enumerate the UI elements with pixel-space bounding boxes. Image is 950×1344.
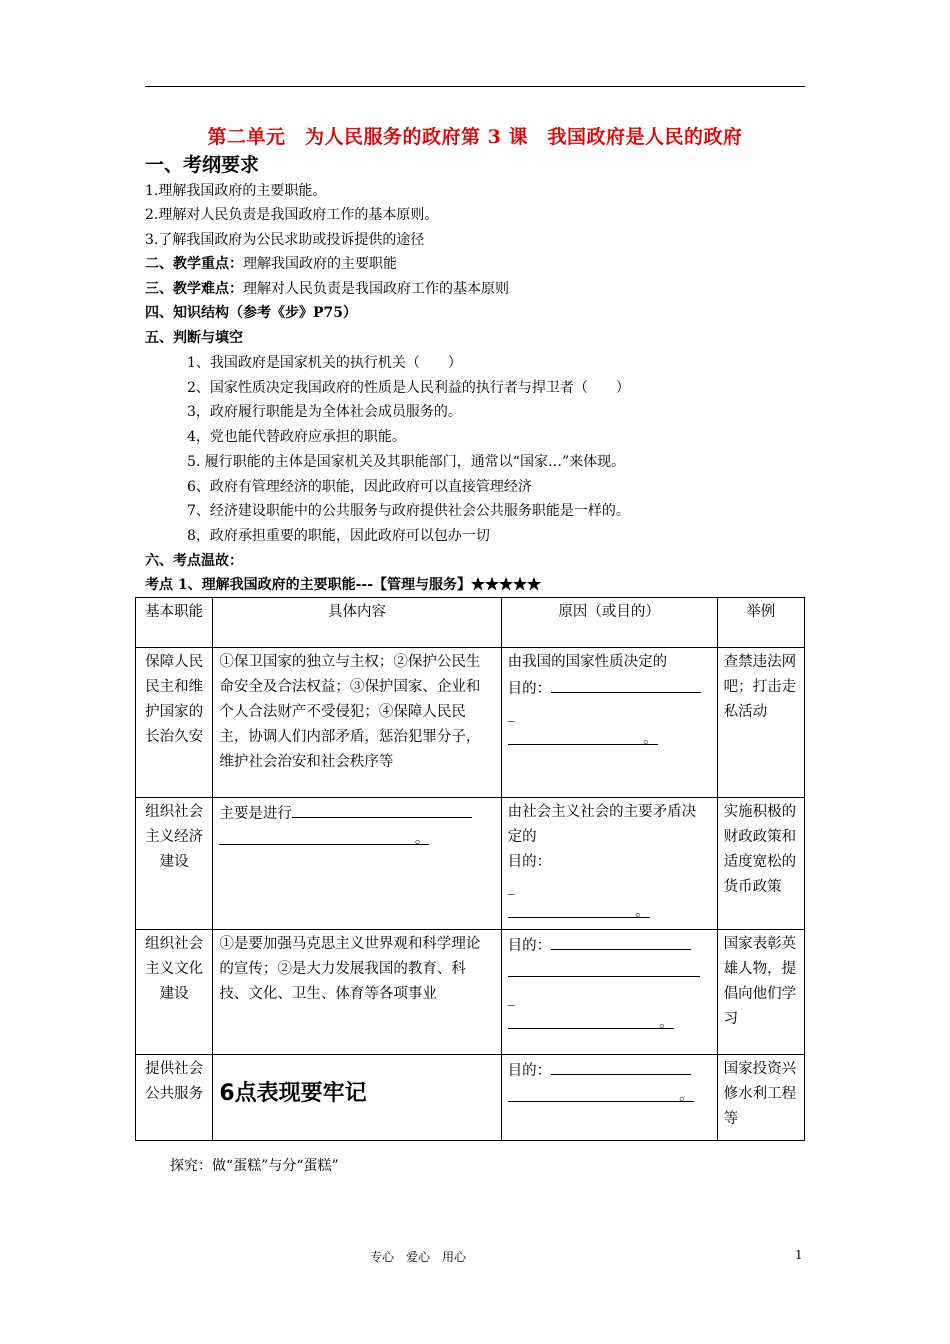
- judge-item-1: 1、我国政府是国家机关的执行机关（ ）: [187, 355, 462, 371]
- blank-line[interactable]: [508, 959, 700, 977]
- page-title: 第二单元 为人民服务的政府第 3 课 我国政府是人民的政府: [207, 126, 743, 148]
- table-row: [136, 648, 805, 798]
- judge-item-7: 7、经济建设职能中的公共服务与政府提供社会公共服务职能是一样的。: [187, 503, 630, 519]
- section2: [145, 253, 397, 273]
- header-function: 基本职能: [136, 598, 213, 648]
- row1-function: 保障人民民主和维护国家的长治久安: [136, 648, 213, 798]
- section4-label: 四、知识结构（参考《步》P75）: [145, 305, 358, 321]
- judge-item-8: 8，政府承担重要的职能，因此政府可以包办一切: [187, 528, 490, 544]
- judge-item-2: 2、国家性质决定我国政府的性质是人民利益的执行者与捍卫者（ ）: [187, 380, 630, 396]
- section5-label: 五、判断与填空: [145, 330, 243, 346]
- footer-slogan: 专心 爱心 用心: [370, 1250, 467, 1264]
- explore-text: 探究：做“蛋糕”与分“蛋糕”: [170, 1158, 339, 1174]
- blank-line[interactable]: [551, 932, 691, 950]
- section1-item-2: 2.理解对人民负责是我国政府工作的基本原则。: [145, 207, 439, 223]
- blank-line[interactable]: [551, 675, 701, 693]
- row4-reason: 目的： 。: [501, 1055, 717, 1141]
- table-row: [136, 930, 805, 1055]
- blank-line[interactable]: 。: [508, 1084, 694, 1102]
- row2-function: 组织社会主义经济建设: [136, 798, 213, 930]
- page-number: 1: [795, 1248, 803, 1262]
- row1-content: ①保卫国家的独立与主权；②保护公民生命安全及合法权益；③保护国家、企业和个人合法财产不受侵犯；④保障人民民主，协调人们内部矛盾，惩治犯罪分子，维护社会治安和社会秩序等: [213, 648, 501, 798]
- header-content: 具体内容: [213, 598, 501, 648]
- blank-line[interactable]: [292, 800, 472, 818]
- row4-content-text: 6点表现要牢记: [219, 1081, 367, 1106]
- row1-example: 查禁违法网吧；打击走私活动: [717, 648, 804, 798]
- section1-item-3: 3.了解我国政府为公民求助或投诉提供的途径: [145, 232, 425, 248]
- judge-item-3: 3，政府履行职能是为全体社会成员服务的。: [187, 404, 462, 420]
- section2-text: 理解我国政府的主要职能: [243, 256, 397, 272]
- row4-content: [213, 1055, 501, 1141]
- row4-example: 国家投资兴修水利工程等: [717, 1055, 804, 1141]
- table-row: [136, 798, 805, 930]
- header-example: 举例: [717, 598, 804, 648]
- section3: [145, 278, 509, 298]
- section3-label: 三、教学难点：: [145, 281, 243, 297]
- blank-line[interactable]: 。: [219, 827, 429, 845]
- section2-label: 二、教学重点：: [145, 256, 243, 272]
- row1-reason: 由我国的国家性质决定的 目的： _ 。: [501, 648, 717, 798]
- blank-line[interactable]: 。: [508, 727, 658, 745]
- judge-item-4: 4，党也能代替政府应承担的职能。: [187, 429, 406, 445]
- row2-reason: 由社会主义社会的主要矛盾决定的 目的： _ 。: [501, 798, 717, 930]
- functions-table: [135, 597, 805, 1141]
- blank-line[interactable]: [551, 1057, 691, 1075]
- table-header-row: [136, 598, 805, 648]
- section1-heading: 一、考纲要求: [145, 154, 260, 176]
- header-reason: 原因（或目的）: [501, 598, 717, 648]
- table-row: [136, 1055, 805, 1141]
- top-rule: [145, 86, 805, 87]
- row4-function: 提供社会公共服务: [136, 1055, 213, 1141]
- judge-item-6: 6、政府有管理经济的职能，因此政府可以直接管理经济: [187, 479, 532, 495]
- row3-reason: 目的： _ 。: [501, 930, 717, 1055]
- section3-text: 理解对人民负责是我国政府工作的基本原则: [243, 281, 509, 297]
- row3-function: 组织社会主义文化建设: [136, 930, 213, 1055]
- row2-content: 主要是进行 。: [213, 798, 501, 930]
- row3-example: 国家表彰英雄人物，提倡向他们学习: [717, 930, 804, 1055]
- blank-line[interactable]: 。: [508, 900, 650, 918]
- row3-content: ①是要加强马克思主义世界观和科学理论的宣传；②是大力发展我国的教育、科技、文化、卫生、体育等各项事业: [213, 930, 501, 1055]
- section6-label: 六、考点温故：: [145, 553, 243, 569]
- section1-item-1: 1.理解我国政府的主要职能。: [145, 183, 327, 199]
- kaodian1-heading: 考点 1、理解我国政府的主要职能---【管理与服务】★★★★★: [145, 577, 542, 593]
- row2-example: 实施积极的财政政策和适度宽松的货币政策: [717, 798, 804, 930]
- blank-line[interactable]: 。: [508, 1011, 674, 1029]
- judge-item-5: 5. 履行职能的主体是国家机关及其职能部门，通常以“国家…”来体现。: [187, 454, 626, 470]
